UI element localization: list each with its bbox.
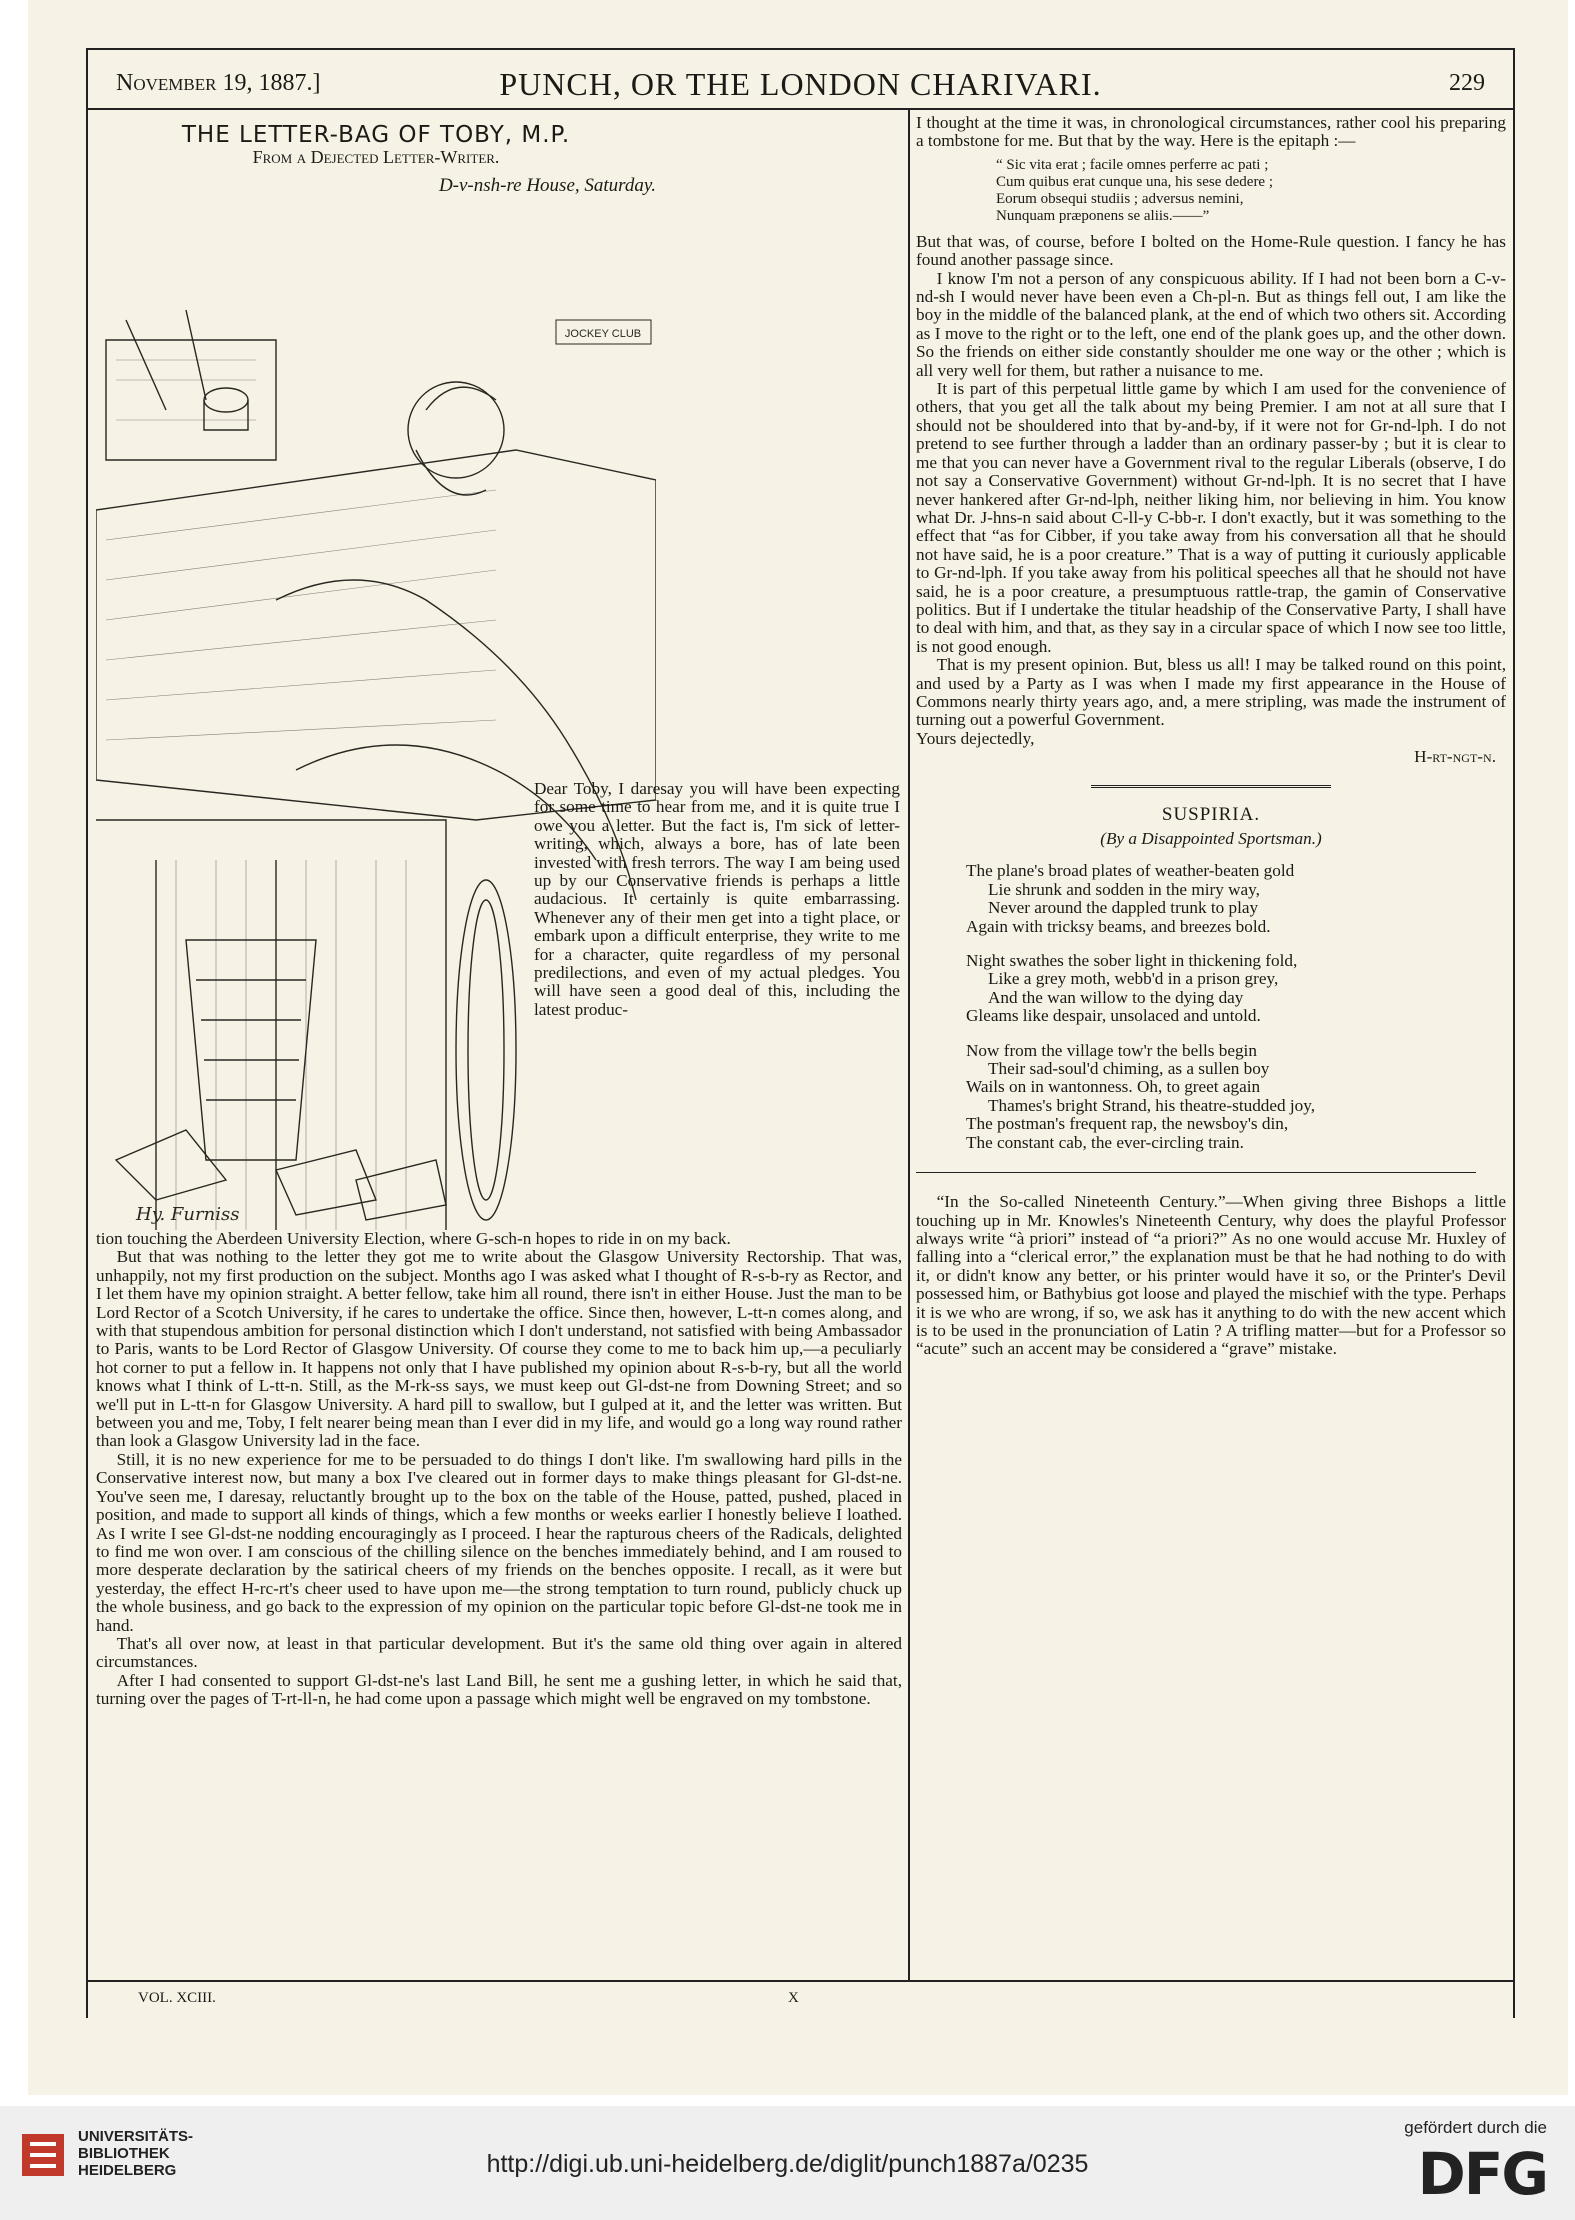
latin-line: Nunquam præponens se aliis.——” [996,207,1210,224]
poem-line: Their sad-soul'd chiming, as a sullen boy [988,1059,1270,1079]
poem-line: And the wan willow to the dying day [988,987,1244,1007]
artist-signature: Hy. Furniss [136,1204,240,1225]
page-number: 229 [1449,70,1485,96]
poem-line: The plane's broad plates of weather-beaten gold [966,861,1295,881]
article-title: THE LETTER-BAG OF TOBY, M.P. [181,122,571,148]
library-name-line: UNIVERSITÄTS- [78,2128,194,2145]
scanned-page [28,0,1568,2095]
paragraph-5: After I had consented to support Gl-dst-ne's last Land Bill, he sent me a gushing letter, in which he said that, turning over the pages of T-rt-ll-n, he had come upon a passage which might well be engraved on my tombstone. [96,1670,902,1709]
poem-stanza [966,952,1506,1026]
poem-line: Wails on in wantonness. Oh, to greet again [966,1077,1261,1097]
poem-line: Like a grey moth, webb'd in a prison grey, [988,969,1279,989]
latin-line: Eorum obsequi studiis ; adversus nemini, [996,190,1244,207]
source-url-link[interactable]: http://digi.ub.uni-heidelberg.de/diglit/punch1887a/0235 [486,2150,1089,2178]
poem-line: The postman's frequent rap, the newsboy's din, [966,1114,1289,1134]
column-divider [908,110,910,1980]
poem-stanza [966,1042,1506,1152]
paragraph-r3: I know I'm not a person of any conspicuous ability. If I had not been born a C-v-nd-sh I would never have been even a Ch-pl-n. But as things fell out, I am like the boy in the middle of the balanced plank, at the end of which two others sit. According as I move to the right or to the left, one end of the plank goes up, and the other down. So the friends on either side constantly shoulder me one way or the other ; which is all very well for them, but rather a nuisance to me. [916,268,1506,380]
closing-salutation: Yours dejectedly, [916,728,1035,748]
letter-continued: I thought at the time it was, in chronological circumstances, rather cool his preparing a tombstone for me. But that by the way. Here is the epitaph :— [916,113,1506,151]
issue-date: November 19, 1887.] [116,70,321,96]
cartoon-illustration [96,300,656,1230]
library-name-line: HEIDELBERG [78,2162,177,2179]
poem-line: Thames's bright Strand, his theatre-studded joy, [988,1095,1316,1115]
letter-opening [534,780,900,1019]
poem-line: Now from the village tow'r the bells begin [966,1040,1257,1060]
jockey-club-sign: JOCKEY CLUB [564,328,642,340]
poem-line: Gleams like despair, unsolaced and untold. [966,1006,1261,1026]
poem-line: Again with tricksy beams, and breezes bold. [966,916,1271,936]
poem-line: Lie shrunk and sodden in the miry way, [988,879,1260,899]
running-header [88,50,1513,110]
masthead-title: PUNCH, OR THE LONDON CHARIVARI. [499,66,1102,102]
volume-number: VOL. XCIII. [138,1990,216,2006]
bottom-rule [88,1980,1513,1982]
section-rule [916,1172,1476,1173]
article-subtitle: From a Dejected Letter-Writer. [252,147,500,168]
library-name-line: BIBLIOTHEK [78,2145,170,2162]
paragraph-4: That's all over now, at least in that particular development. But it's the same old thing over again in altered circumstances. [96,1633,902,1672]
signature-mark: X [788,1990,799,2006]
latin-line: Cum quibus erat cunque una, his sese dedere ; [996,173,1274,190]
article-dateline: D-v-nsh-re House, Saturday. [438,174,656,196]
paragraph-1-end: tion touching the Aberdeen University Election, where G-sch-n hopes to ride in on my back. [96,1229,731,1248]
paragraph-r5: That is my present opinion. But, bless us all! I may be talked round on this point, and used by a Party as I was when I made my first appearance in the House of Commons nearly thirty years ago, and, a mere stripling, was made the instrument of turning out a powerful Government. [916,655,1506,730]
letter-opening-text: Dear Toby, I daresay you will have been expecting for some time to hear from me, and it is quite true I owe you a letter. But the fact is, I'm sick of letter-writing, which, always a bore, has of late been invested with fresh terrors. The way I am being used up by our Conservative friends is perhaps a little audacious. It certainly is quite embarrassing. Whenever any of their men get into a tight place, or embark upon a difficult enterprise, they write to me for a character, quite regardless of my personal predilections, and even of my actual pledges. You will have seen a good deal of this, including the latest produc- [534,779,900,1019]
paragraph-2: But that was nothing to the letter they got me to write about the Glasgow University Rectorship. That was, unhappily, not my first production on the subject. Months ago I was asked what I thought of R-s-b-ry as Rector, and I let them have my opinion straight. A better fellow, take him all round, there isn't in either House. Just the man to be Lord Rector of a Scotch University, if he cares to undertake the office. Since then, however, L-tt-n comes along, and with that stupendous ambition for personal distinction which I don't understand, not satisfied with being Ambassador to Paris, wants to be Lord Rector of Glasgow University. Of course they come to me to back him up,—a peculiarly hot corner to put a fellow in. It happens not only that I have published my opinion about R-s-b-ry, but all the world knows what I think of L-tt-n. Still, as the M-rk-ss says, we must keep out Gl-dst-ne from Downing Street; and so we'll put in L-tt-n for Glasgow University. A hard pill to swallow, but I gulped at it, and the letter was written. But between you and me, Toby, I felt nearer being mean than I ever did in my life, and would go a long way round rather than look a Glasgow University lad in the face. [96,1247,902,1451]
right-column [916,114,1506,1359]
nineteenth-century-note: “In the So-called Nineteenth Century.”—When giving three Bishops a little touching up in Mr. Knowles's Nineteenth Century, why does the playful Professor always write “à priori” instead of “a priori?” As no one would accuse Mr. Huxley of falling into a “clerical error,” the explanation must be that he had nothing to do with it, or didn't know any better, or his printer would have it so, or the Printer's Devil possessed him, or Bathybius got loose and played the mischief with the type. Perhaps it is we who are wrong, if so, we ask has it anything to do with the new accent which is to be used in the pronunciation of Latin ? A trifling matter—but for a Professor so “acute” such an accent may be considered a “grave” mistake. [916,1192,1506,1359]
left-column [96,112,902,201]
poem-line: Never around the dappled trunk to play [988,898,1259,918]
section-rule [1091,785,1331,788]
paragraph-3: Still, it is no new experience for me to be persuaded to do things I don't like. I'm swallowing hard pills in the Conservative interest now, but many a box I've cleared out in former days to make things pleasant for Gl-dst-ne. You've seen me, I daresay, reluctantly brought up to the box on the table of the House, patted, pushed, placed in position, and made to support all kinds of things, which a few months or weeks earlier I honestly believe I loathed. As I write I see Gl-dst-ne nodding encouragingly as I proceed. I hear the rapturous cheers of the Radicals, delighted to find me won over. I am conscious of the chilling silence on the benches immediately behind, and I am roused to more desperate declaration by the satirical cheers of my friends on the benches opposite. I recall, as it were but yesterday, the effect H-rc-rt's cheer used to have upon me—the strong temptation to turn round, publicly chuck up the whole business, and go back to the expression of my opinion on the particular topic before Gl-dst-ne took me in hand. [96,1449,902,1635]
page-frame [86,48,1515,2018]
poem-line: The constant cab, the ever-circling train. [966,1132,1244,1152]
letter-body [96,1230,902,1709]
poem-subtitle: (By a Disappointed Sportsman.) [1100,829,1322,848]
dfg-logo: DFG [1417,2140,1547,2208]
poem-stanza [966,862,1506,936]
poem-line: Night swathes the sober light in thickening fold, [966,951,1298,971]
paragraph-r4: It is part of this perpetual little game by which I am used for the convenience of others, that you get all the talk about my being Premier. I am not at all sure that I should not be shouldered into that by-and-by, if it were not for Gr-nd-lph. I do not pretend to see further through a ladder than an ordinary passer-by ; but it is clear to me that you can never have a Government rival to the regular Liberals (observe, I do not say a Conservative Government) without Gr-nd-lph. It is no secret that I have never hankered after Gr-nd-lph, neither liking him, nor believing in him. You know what Dr. J-hns-n said about C-ll-y C-bb-r. I don't exactly, but it was something to the effect that “as for Cibber, if you take away from his conversation all that he should not have said, he is a poor creature.” That is a way of putting it curiously applicable to Gr-nd-lph. If you take away from his political speeches all that he should not have said, he is a poor creature, a presumptuous rattle-trap, the gamin of Conservative politics. But if I undertake the titular headship of the Conservative Party, I shall have to deal with him, and that, as they say in a circular space of which I now see too little, is not good enough. [916,379,1506,656]
paragraph-r2: But that was, of course, before I bolted on the Home-Rule question. I fancy he has found another passage since. [916,231,1506,270]
poem-title: SUSPIRIA. [1161,803,1261,825]
letter-signature: H-rt-ngt-n. [1414,747,1496,767]
latin-epitaph [996,157,1506,225]
latin-line: “ Sic vita erat ; facile omnes perferre ac pati ; [996,156,1269,173]
funded-by-caption: gefördert durch die [1404,2118,1547,2137]
